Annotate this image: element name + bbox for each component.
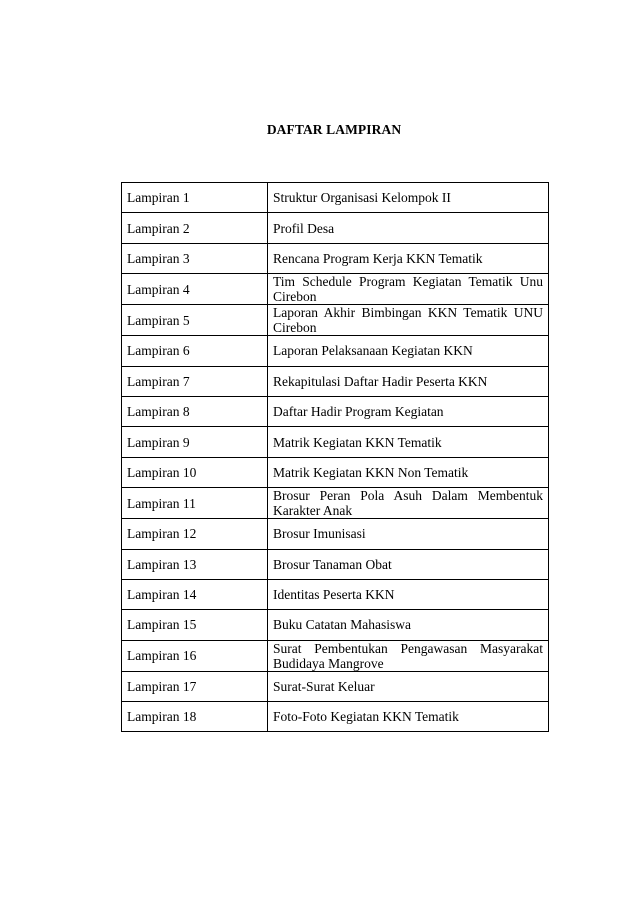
attachment-label: Lampiran 3 xyxy=(122,243,268,273)
attachment-description: Brosur Imunisasi xyxy=(268,519,549,549)
attachment-table-body xyxy=(122,183,549,732)
table-row xyxy=(122,243,549,273)
attachment-description: Surat Pembentukan Pengawasan Masyarakat Budidaya Mangrove xyxy=(268,640,549,671)
table-row xyxy=(122,610,549,640)
table-row xyxy=(122,305,549,336)
attachment-description: Tim Schedule Program Kegiatan Tematik Unu Cirebon xyxy=(268,274,549,305)
attachment-description: Identitas Peserta KKN xyxy=(268,579,549,609)
attachment-description: Brosur Tanaman Obat xyxy=(268,549,549,579)
table-row xyxy=(122,671,549,701)
attachment-description: Profil Desa xyxy=(268,213,549,243)
table-row xyxy=(122,640,549,671)
attachment-label: Lampiran 15 xyxy=(122,610,268,640)
attachment-label: Lampiran 16 xyxy=(122,640,268,671)
attachment-label: Lampiran 7 xyxy=(122,366,268,396)
table-row xyxy=(122,488,549,519)
attachment-label: Lampiran 17 xyxy=(122,671,268,701)
table-row xyxy=(122,519,549,549)
attachment-label: Lampiran 9 xyxy=(122,427,268,457)
attachment-label: Lampiran 12 xyxy=(122,519,268,549)
attachment-label: Lampiran 4 xyxy=(122,274,268,305)
attachment-description: Daftar Hadir Program Kegiatan xyxy=(268,396,549,426)
table-row xyxy=(122,702,549,732)
attachment-description: Surat-Surat Keluar xyxy=(268,671,549,701)
table-row xyxy=(122,579,549,609)
table-row xyxy=(122,213,549,243)
attachment-label: Lampiran 11 xyxy=(122,488,268,519)
page-title: DAFTAR LAMPIRAN xyxy=(266,122,402,137)
table-row xyxy=(122,183,549,213)
attachment-label: Lampiran 13 xyxy=(122,549,268,579)
attachment-description: Rekapitulasi Daftar Hadir Peserta KKN xyxy=(268,366,549,396)
attachment-label: Lampiran 14 xyxy=(122,579,268,609)
table-row xyxy=(122,457,549,487)
attachment-table xyxy=(121,182,549,732)
attachment-description: Buku Catatan Mahasiswa xyxy=(268,610,549,640)
table-row xyxy=(122,427,549,457)
attachment-description: Matrik Kegiatan KKN Tematik xyxy=(268,427,549,457)
table-row xyxy=(122,274,549,305)
table-row xyxy=(122,396,549,426)
attachment-description: Brosur Peran Pola Asuh Dalam Membentuk Karakter Anak xyxy=(268,488,549,519)
attachment-description: Matrik Kegiatan KKN Non Tematik xyxy=(268,457,549,487)
attachment-description: Laporan Pelaksanaan Kegiatan KKN xyxy=(268,336,549,366)
attachment-label: Lampiran 10 xyxy=(122,457,268,487)
attachment-description: Struktur Organisasi Kelompok II xyxy=(268,183,549,213)
attachment-label: Lampiran 6 xyxy=(122,336,268,366)
attachment-description: Rencana Program Kerja KKN Tematik xyxy=(268,243,549,273)
table-row xyxy=(122,549,549,579)
attachment-label: Lampiran 8 xyxy=(122,396,268,426)
attachment-label: Lampiran 18 xyxy=(122,702,268,732)
attachment-description: Laporan Akhir Bimbingan KKN Tematik UNU Cirebon xyxy=(268,305,549,336)
attachment-label: Lampiran 5 xyxy=(122,305,268,336)
attachment-label: Lampiran 2 xyxy=(122,213,268,243)
attachment-description: Foto-Foto Kegiatan KKN Tematik xyxy=(268,702,549,732)
table-row xyxy=(122,366,549,396)
attachment-label: Lampiran 1 xyxy=(122,183,268,213)
table-row xyxy=(122,336,549,366)
